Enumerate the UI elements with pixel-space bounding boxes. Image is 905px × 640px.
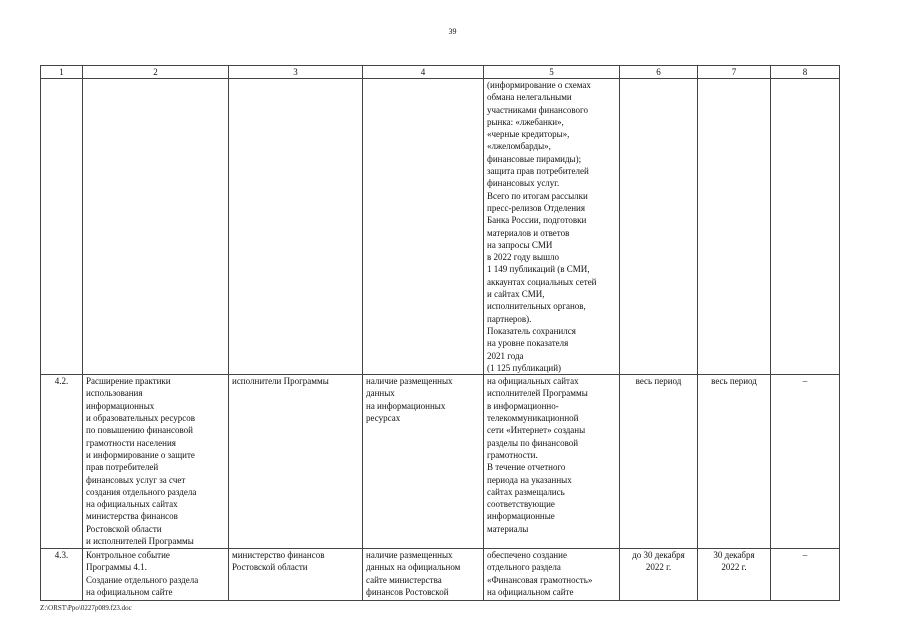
column-number-3: 3 xyxy=(229,66,363,79)
report-table xyxy=(40,65,840,601)
indicator-cell: наличие размещенных данных на информационных ресурсах xyxy=(363,375,484,549)
indicator-cell xyxy=(363,79,484,375)
event-cell: Расширение практики использования информационных и образовательных ресурсов по повышению финансовой грамотности населения и информирование о защите прав потребителей финансовых услуг за счет создания отдельного раздела на официальных сайтах министерства финансов Ростовской области и исполнителей Программы xyxy=(83,375,229,549)
actual-date-cell xyxy=(698,79,771,375)
column-number-1: 1 xyxy=(41,66,83,79)
note-cell xyxy=(771,79,840,375)
result-cell: на официальных сайтах исполнителей Программы в информационно- телекоммуникационной сети «Интернет» созданы разделы по финансовой грамотности. В течение отчетного периода на указанных сайтах размещались соответствующие информационные материалы xyxy=(484,375,620,549)
actual-date-cell: весь период xyxy=(698,375,771,549)
actual-date-cell: 30 декабря 2022 г. xyxy=(698,549,771,601)
executor-cell: исполнители Программы xyxy=(229,375,363,549)
executor-cell: министерство финансов Ростовской области xyxy=(229,549,363,601)
row-number: 4.3. xyxy=(41,549,83,601)
note-cell: – xyxy=(771,549,840,601)
row-number: 4.2. xyxy=(41,375,83,549)
planned-date-cell: весь период xyxy=(620,375,698,549)
column-number-5: 5 xyxy=(484,66,620,79)
planned-date-cell: до 30 декабря 2022 г. xyxy=(620,549,698,601)
result-cell: обеспечено создание отдельного раздела «Финансовая грамотность» на официальном сайте xyxy=(484,549,620,601)
indicator-cell: наличие размещенных данных на официальном сайте министерства финансов Ростовской xyxy=(363,549,484,601)
row-number xyxy=(41,79,83,375)
table-row xyxy=(41,79,840,375)
column-number-7: 7 xyxy=(698,66,771,79)
table-row xyxy=(41,375,840,549)
column-number-6: 6 xyxy=(620,66,698,79)
result-cell: (информирование о схемах обмана нелегальными участниками финансового рынка: «лжебанки», «черные кредиторы», «лжеломбарды», финансовые пирамиды); защита прав потребителей финансовых услуг. Всего по итогам рассылки пресс-релизов Отделения Банка России, подготовки материалов и ответов на запросы СМИ в 2022 году вышло 1 149 публикаций (в СМИ, аккаунтах социальных сетей и сайтах СМИ, исполнительных органов, партнеров). Показатель сохранился на уровне показателя 2021 года (1 125 публикаций) xyxy=(484,79,620,375)
event-cell: Контрольное событие Программы 4.1. Создание отдельного раздела на официальном сайте xyxy=(83,549,229,601)
page-number: 39 xyxy=(448,27,457,36)
note-cell: – xyxy=(771,375,840,549)
footer-file-path: Z:\ORST\Ppo\0227p089.f23.doc xyxy=(40,604,132,612)
column-number-2: 2 xyxy=(83,66,229,79)
table-header-row xyxy=(41,66,840,79)
column-number-4: 4 xyxy=(363,66,484,79)
planned-date-cell xyxy=(620,79,698,375)
event-cell xyxy=(83,79,229,375)
executor-cell xyxy=(229,79,363,375)
table-row xyxy=(41,549,840,601)
column-number-8: 8 xyxy=(771,66,840,79)
